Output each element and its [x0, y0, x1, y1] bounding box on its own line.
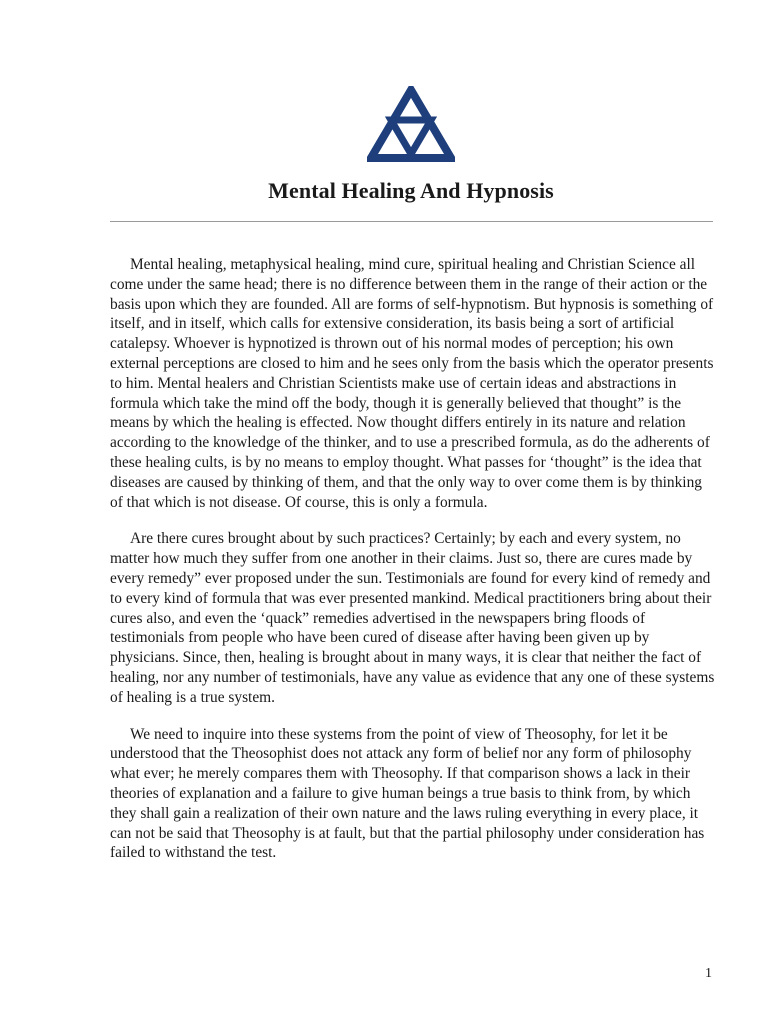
page-number: 1 [705, 966, 712, 981]
interlaced-triangles-icon [367, 86, 455, 162]
paragraph-1: Mental healing, metaphysical healing, mind cure, spiritual healing and Christian Science all come under the same head; there is no difference between them in the range of their action or the basis upon which they are founded. All are forms of self-hypnotism. But hypnosis is something of itself, and in itself, which calls for extensive consideration, its basis being a sort of artificial catalepsy. Whoever is hypnotized is thrown out of his normal modes of perception; his own external perceptions are closed to him and he sees only from the basis which the operator presents to him. Mental healers and Christian Scientists make use of certain ideas and abstractions in formula which take the mind off the body, though it is generally believed that thought” is the means by which the healing is effected. Now thought differs entirely in its nature and relation according to the knowledge of the thinker, and to use a prescribed formula, as do the adherents of these healing cults, is by no means to employ thought. What passes for ‘thought” is the idea that diseases are caused by thinking of them, and that the only way to over come them is by thinking of that which is not disease. Of course, this is only a formula. [110, 256, 714, 511]
paragraph-2: Are there cures brought about by such practices? Certainly; by each and every system, no matter how much they suffer from one another in their claims. Just so, there are cures made by every remedy” ever proposed under the sun. Testimonials are found for every kind of remedy and to every kind of formula that was ever presented mankind. Medical practitioners bring about their cures also, and even the ‘quack” remedies advertised in the newspapers bring floods of testimonials from people who have been cured of disease after having been given up by physicians. Since, then, healing is brought about in many ways, it is clear that neither the fact of healing, nor any number of testimonials, have any value as evidence that any one of these systems of healing is a true system. [110, 530, 715, 706]
title-divider [110, 221, 713, 222]
document-title: Mental Healing And Hypnosis [268, 178, 554, 203]
document-body [110, 255, 716, 880]
logo-inner-triangle [391, 120, 431, 154]
logo-graphic [367, 86, 455, 162]
paragraph-3: We need to inquire into these systems from the point of view of Theosophy, for let it be understood that the Theosophist does not attack any form of belief nor any form of philosophy what ever; he merely compares them with Theosophy. If that comparison shows a lack in their theories of explanation and a failure to give human beings a true basis to think from, by which they shall gain a realization of their own nature and the laws ruling everything in every place, it can not be said that Theosophy is at fault, but that the partial philosophy under consideration has failed to withstand the test. [110, 725, 705, 862]
